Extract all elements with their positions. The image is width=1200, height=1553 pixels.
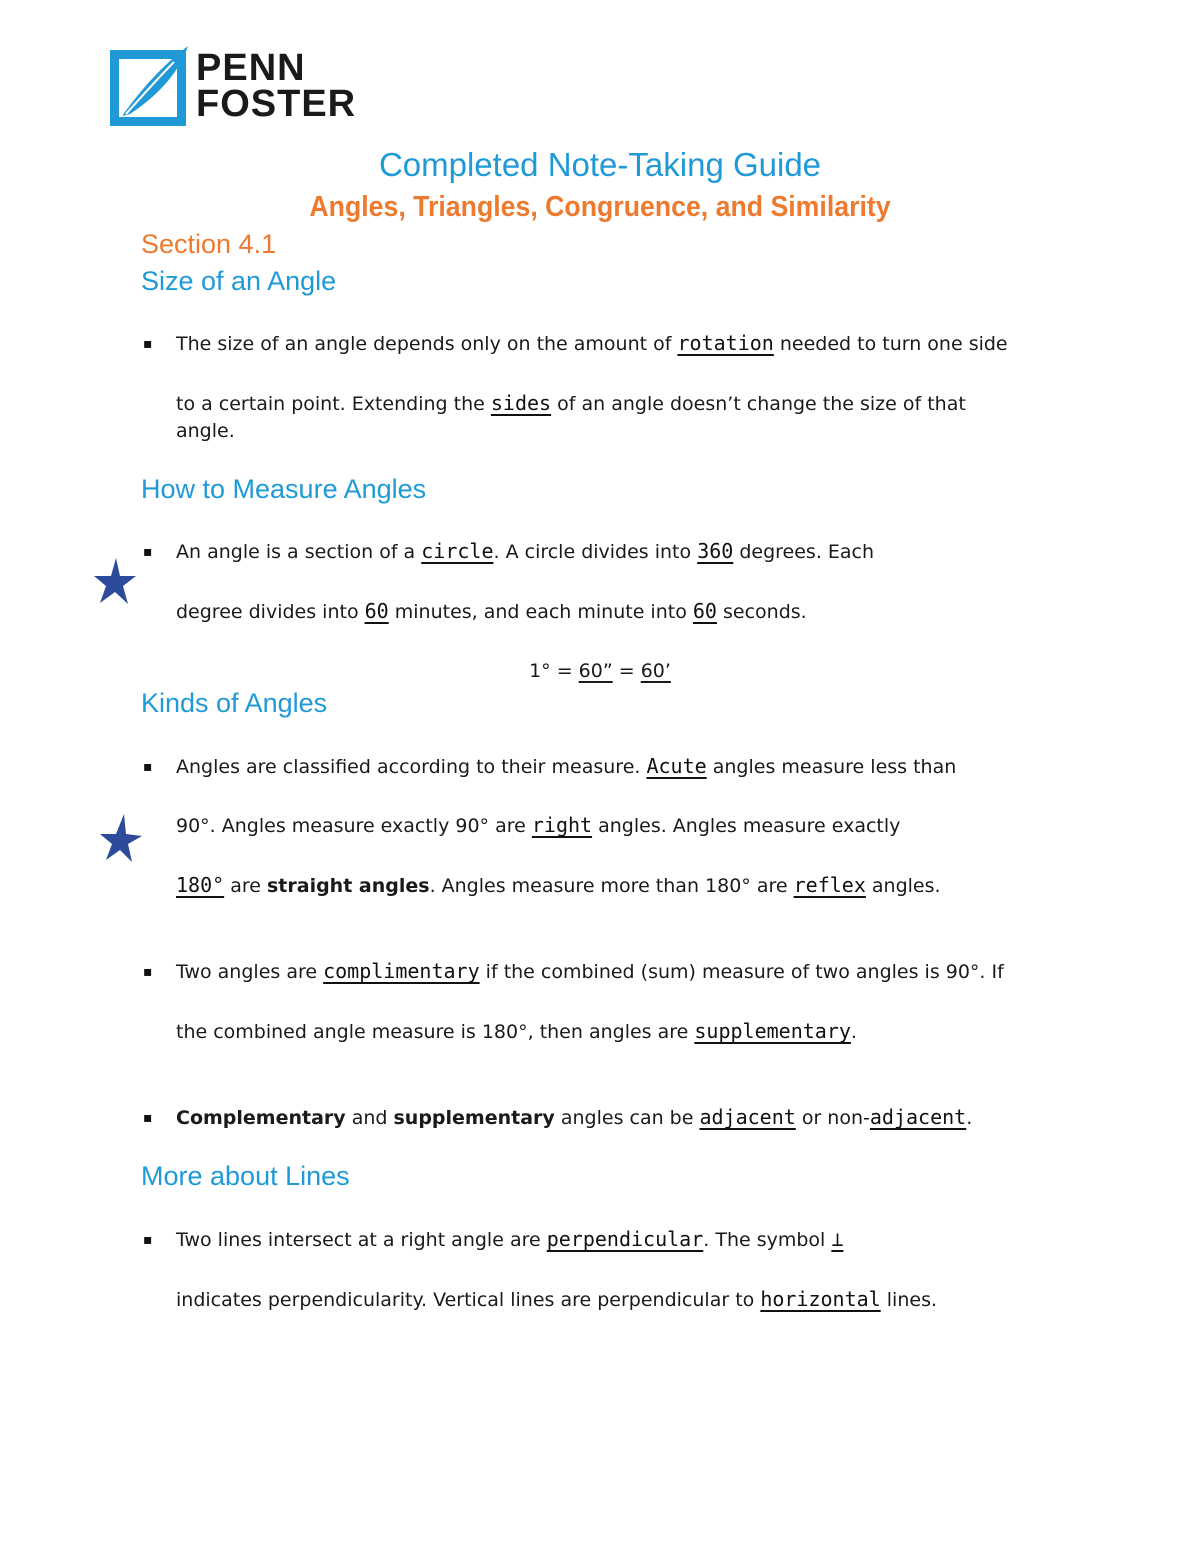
bullet-icon: ▪ — [143, 336, 153, 352]
logo-wordmark — [196, 47, 357, 125]
bullet-icon: ▪ — [143, 1232, 153, 1248]
text: are — [224, 875, 267, 897]
bold-term: Complementary — [176, 1107, 346, 1129]
answer-perpendicular: perpendicular — [546, 1227, 704, 1251]
text: angles. Angles measure exactly — [592, 815, 901, 837]
answer-circle: circle — [421, 539, 494, 563]
text: indicates perpendicularity. Vertical lines are perpendicular to — [176, 1289, 761, 1311]
answer-reflex: reflex — [793, 873, 866, 897]
logo-line-2: FOSTER — [196, 83, 357, 125]
paragraph-line — [176, 959, 1004, 983]
paragraph-line — [176, 1227, 843, 1251]
text: angles can be — [554, 1107, 700, 1129]
paragraph-line — [176, 1105, 972, 1129]
answer-180: 180° — [176, 873, 225, 897]
answer-non-adjacent: adjacent — [869, 1105, 967, 1129]
text: minutes, and each minute into — [388, 601, 693, 623]
paragraph-line — [176, 813, 900, 837]
text: An angle is a section of a — [176, 541, 422, 563]
paragraph-line — [176, 539, 874, 563]
bullet-icon: ▪ — [143, 1110, 153, 1126]
penn-foster-logo — [108, 44, 378, 128]
bullet-icon: ▪ — [143, 759, 153, 775]
text: to a certain point. Extending the — [176, 393, 491, 415]
paragraph-line — [176, 873, 941, 897]
answer-60-minutes-symbol: 60’ — [640, 660, 671, 682]
text: angles measure less than — [706, 756, 957, 778]
text: . Angles measure more than 180° are — [429, 875, 794, 897]
text: angles. — [865, 875, 941, 897]
page-subtitle: Angles, Triangles, Congruence, and Similarity — [309, 191, 891, 223]
text: 1° = — [529, 660, 579, 682]
quill-logo-icon — [108, 44, 190, 128]
paragraph-line — [176, 1287, 937, 1311]
answer-adjacent: adjacent — [699, 1105, 796, 1129]
degree-equation — [0, 660, 1200, 682]
heading-more-about-lines: More about Lines — [141, 1161, 350, 1191]
bullet-icon: ▪ — [143, 544, 153, 560]
bullet-icon: ▪ — [143, 964, 153, 980]
text: . The symbol — [703, 1229, 832, 1251]
star-icon — [98, 812, 144, 864]
text: Angles are classified according to their measure. — [176, 756, 647, 778]
bold-term: supplementary — [393, 1107, 555, 1129]
text: . — [850, 1021, 857, 1043]
text: The size of an angle depends only on the amount of — [176, 333, 678, 355]
bold-term: straight angles — [266, 875, 430, 897]
answer-360: 360 — [697, 539, 734, 563]
text: and — [345, 1107, 394, 1129]
section-label: Section 4.1 — [141, 229, 277, 259]
paragraph-line — [176, 391, 966, 415]
text: of an angle doesn’t change the size of that — [551, 393, 966, 415]
text: seconds. — [716, 601, 807, 623]
answer-60-seconds: 60 — [692, 599, 717, 623]
text: or non- — [795, 1107, 870, 1129]
text: degree divides into — [176, 601, 365, 623]
text: if the combined (sum) measure of two angles is 90°. If — [479, 961, 1004, 983]
paragraph-line — [176, 331, 1008, 355]
page-title: Completed Note-Taking Guide — [378, 146, 822, 183]
text: needed to turn one side — [773, 333, 1008, 355]
answer-sides: sides — [490, 391, 552, 415]
paragraph-line — [176, 1019, 857, 1043]
answer-rotation: rotation — [677, 331, 774, 355]
heading-measure-angles: How to Measure Angles — [141, 474, 427, 504]
answer-horizontal: horizontal — [760, 1287, 881, 1311]
text: the combined angle measure is 180°, then angles are — [176, 1021, 695, 1043]
answer-60-minutes: 60 — [364, 599, 389, 623]
answer-complimentary: complimentary — [323, 959, 480, 983]
answer-perpendicular-symbol: ⊥ — [831, 1227, 844, 1251]
answer-supplementary: supplementary — [694, 1019, 851, 1043]
logo-line-1: PENN — [196, 47, 306, 89]
answer-acute: Acute — [646, 754, 707, 778]
text: Two lines intersect at a right angle are — [176, 1229, 547, 1251]
paragraph-line: angle. — [176, 420, 235, 442]
text: Two angles are — [176, 961, 324, 983]
answer-60-seconds-symbol: 60” — [578, 660, 613, 682]
heading-kinds-of-angles: Kinds of Angles — [141, 688, 328, 718]
answer-right: right — [531, 813, 593, 837]
paragraph-line — [176, 754, 956, 778]
heading-size-of-angle: Size of an Angle — [141, 266, 337, 296]
text: . A circle divides into — [493, 541, 698, 563]
text: . — [966, 1107, 973, 1129]
star-icon — [92, 556, 138, 606]
text: 90°. Angles measure exactly 90° are — [176, 815, 532, 837]
text: lines. — [880, 1289, 938, 1311]
paragraph-line — [176, 599, 807, 623]
text: = — [612, 660, 641, 682]
text: degrees. Each — [733, 541, 875, 563]
